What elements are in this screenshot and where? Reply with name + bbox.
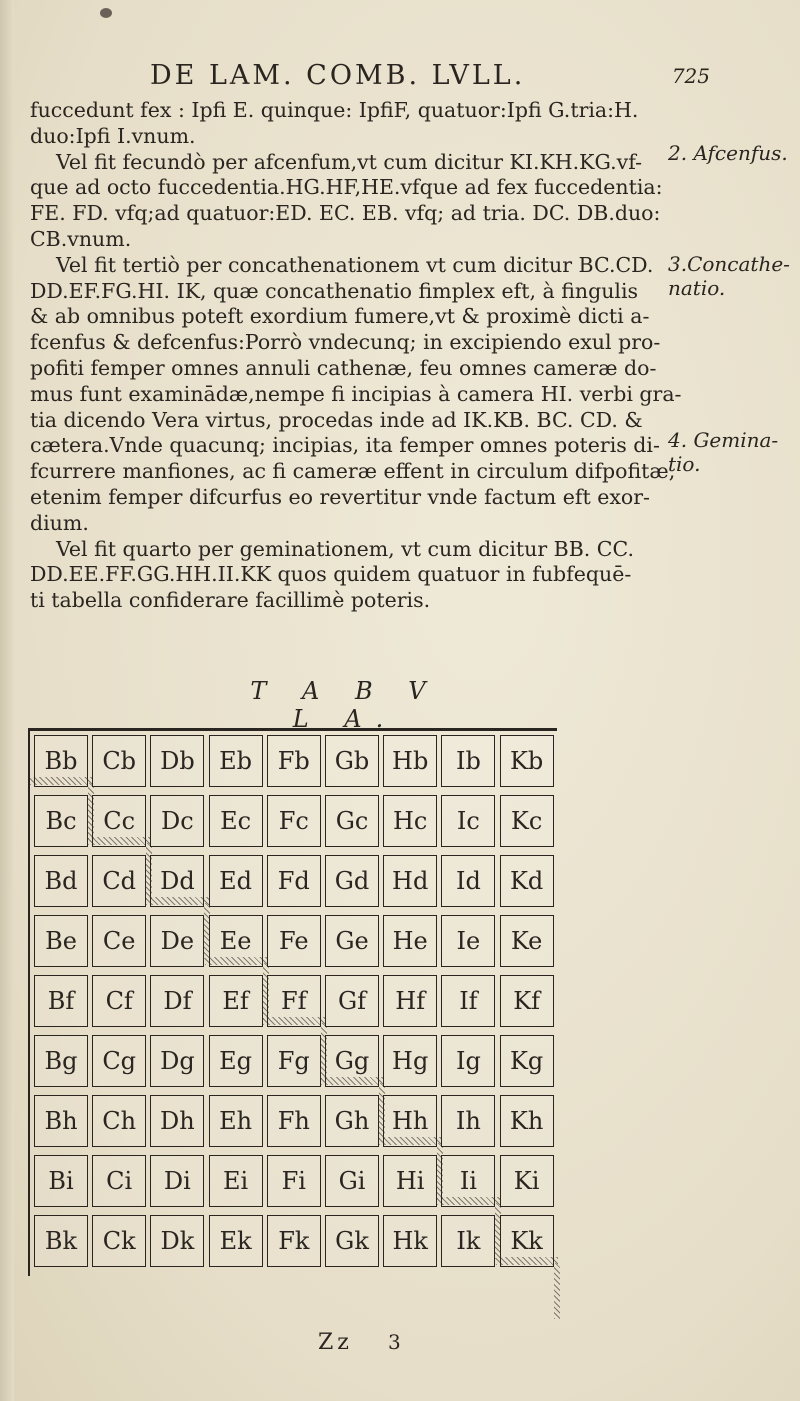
- text-line: & ab omnibus poteft exordium fumere,vt & proximè dicti a-: [30, 304, 650, 329]
- table-cell: Cd: [92, 855, 146, 907]
- table-cell: Kb: [500, 735, 554, 787]
- text-line: DD.EF.FG.HI. IK, quæ concathenatio fimplex eft, à fingulis: [30, 278, 639, 303]
- table-cell: Cg: [92, 1035, 146, 1087]
- table-cell: Db: [150, 735, 204, 787]
- diagonal-hatch: [321, 1077, 383, 1085]
- diagonal-hatch: [30, 777, 92, 785]
- table-cell: Dk: [150, 1215, 204, 1267]
- table-cell: Dh: [150, 1095, 204, 1147]
- table-cell: Hd: [383, 855, 437, 907]
- signature-number: 3: [388, 1330, 401, 1354]
- table-cell: He: [383, 915, 437, 967]
- table-cell: Ec: [209, 795, 263, 847]
- table-cell: Bh: [34, 1095, 88, 1147]
- text-line: CB.vnum.: [30, 226, 132, 251]
- table-cell: Fi: [267, 1155, 321, 1207]
- table-cell: Ke: [500, 915, 554, 967]
- table-cell: Ef: [209, 975, 263, 1027]
- table-cell: Ck: [92, 1215, 146, 1267]
- table-cell: Ik: [441, 1215, 495, 1267]
- text-line: tia dicendo Vera virtus, procedas inde ad IK.KB. BC. CD. &: [30, 407, 643, 432]
- table-cell: Hf: [383, 975, 437, 1027]
- table-cell: Fb: [267, 735, 321, 787]
- table-cell: Cf: [92, 975, 146, 1027]
- table-cell: Eb: [209, 735, 263, 787]
- table-cell: Dg: [150, 1035, 204, 1087]
- running-header: [150, 60, 710, 94]
- table-cell: Ch: [92, 1095, 146, 1147]
- text-line: DD.EE.FF.GG.HH.II.KK quos quidem quatuor in fubfequē-: [30, 562, 632, 587]
- margin-note-concathenatio: 3.Concathe-: [668, 252, 790, 276]
- table-cell: Hk: [383, 1215, 437, 1267]
- table-cell: Hh: [383, 1095, 437, 1147]
- table-cell: Hg: [383, 1035, 437, 1087]
- header-title: DE LAM. COMB. LVLL.: [150, 60, 526, 91]
- text-line: que ad octo fuccedentia.HG.HF,HE.vfque ad fex fuccedentia:: [30, 175, 663, 200]
- table-cell: Gd: [325, 855, 379, 907]
- table-cell: Kh: [500, 1095, 554, 1147]
- margin-note-concathenatio-cont: natio.: [668, 276, 726, 300]
- table-cell: Kc: [500, 795, 554, 847]
- combination-table: [28, 728, 557, 1276]
- table-cell: Ce: [92, 915, 146, 967]
- diagonal-hatch: [205, 957, 267, 965]
- text-line: ti tabella confiderare facillimè poteris.: [30, 588, 431, 613]
- ink-spot: [100, 8, 112, 18]
- table-cell: Df: [150, 975, 204, 1027]
- margin-note-ascensus: 2. Afcenfus.: [668, 141, 788, 165]
- table-cell: Kk: [500, 1215, 554, 1267]
- table-cell: Bd: [34, 855, 88, 907]
- table-cell: Ki: [500, 1155, 554, 1207]
- table-cell: Kf: [500, 975, 554, 1027]
- table-cell: Ie: [441, 915, 495, 967]
- text-line: dium.: [30, 510, 89, 535]
- diagonal-hatch: [554, 1263, 560, 1319]
- text-line: mus funt examinādæ,nempe fi incipias à camera HI. verbi gra-: [30, 381, 682, 406]
- table-cell: Hc: [383, 795, 437, 847]
- table-cell: Gc: [325, 795, 379, 847]
- text-line: fuccedunt fex : Ipfi E. quinque: IpfiF, quatuor:Ipfi G.tria:H.: [30, 98, 639, 122]
- table-cell: De: [150, 915, 204, 967]
- table-cell: Bb: [34, 735, 88, 787]
- table-cell: Gk: [325, 1215, 379, 1267]
- table-cell: Bk: [34, 1215, 88, 1267]
- table-cell: Be: [34, 915, 88, 967]
- table-cell: Fd: [267, 855, 321, 907]
- table-cell: Fe: [267, 915, 321, 967]
- binding-gutter: [0, 0, 14, 1401]
- text-line: fcenfus & defcenfus:Porrò vndecunq; in excipiendo exul pro-: [30, 330, 661, 355]
- body-text: [30, 98, 682, 614]
- table-cell: Ii: [441, 1155, 495, 1207]
- table-cell: Fk: [267, 1215, 321, 1267]
- text-line: Vel fit tertiò per concathenationem vt cum dicitur BC.CD.: [56, 252, 654, 277]
- text-line: etenim femper difcurfus eo revertitur vnde factum eft exor-: [30, 484, 650, 509]
- diagonal-hatch: [379, 1137, 441, 1145]
- table-cell: Gi: [325, 1155, 379, 1207]
- table-cell: Ei: [209, 1155, 263, 1207]
- table-cell: Ee: [209, 915, 263, 967]
- table-cell: Ge: [325, 915, 379, 967]
- table-cell: Dc: [150, 795, 204, 847]
- text-line: Vel fit quarto per geminationem, vt cum dicitur BB. CC.: [56, 536, 634, 561]
- table-cell: Bc: [34, 795, 88, 847]
- table-cell: Hi: [383, 1155, 437, 1207]
- table-cell: Cb: [92, 735, 146, 787]
- table-cell: Ci: [92, 1155, 146, 1207]
- text-line: fcurrere manfiones, ac fi cameræ effent in circulum difpofitæ,: [30, 459, 676, 484]
- table-cell: Dd: [150, 855, 204, 907]
- table-cell: Bi: [34, 1155, 88, 1207]
- signature-mark: Zz: [318, 1330, 353, 1355]
- table-cell: Ib: [441, 735, 495, 787]
- diagonal-hatch: [496, 1257, 558, 1265]
- diagonal-hatch: [437, 1197, 499, 1205]
- table-cell: Kd: [500, 855, 554, 907]
- table-cell: Eh: [209, 1095, 263, 1147]
- margin-note-geminatio: 4. Gemina-: [668, 428, 779, 452]
- diagonal-hatch: [263, 1017, 325, 1025]
- table-cell: Ff: [267, 975, 321, 1027]
- margin-note-geminatio-cont: tio.: [668, 452, 701, 476]
- table-cell: Ig: [441, 1035, 495, 1087]
- table-cell: Gb: [325, 735, 379, 787]
- table-cell: Gf: [325, 975, 379, 1027]
- table-cell: Gg: [325, 1035, 379, 1087]
- table-cell: Di: [150, 1155, 204, 1207]
- text-line: cætera.Vnde quacunq; incipias, ita femper omnes poteris di-: [30, 433, 660, 458]
- table-cell: Ek: [209, 1215, 263, 1267]
- table-cell: Ic: [441, 795, 495, 847]
- table-cell: Cc: [92, 795, 146, 847]
- table-cell: If: [441, 975, 495, 1027]
- text-line: duo:Ipfi I.vnum.: [30, 123, 196, 148]
- table-cell: Eg: [209, 1035, 263, 1087]
- table-cell: Bg: [34, 1035, 88, 1087]
- table-cell: Fg: [267, 1035, 321, 1087]
- table-cell: Fh: [267, 1095, 321, 1147]
- diagonal-hatch: [146, 897, 208, 905]
- table-cell: Bf: [34, 975, 88, 1027]
- text-line: Vel fit fecundò per afcenfum,vt cum dicitur KI.KH.KG.vf-: [56, 149, 643, 174]
- table-cell: Gh: [325, 1095, 379, 1147]
- table-cell: Kg: [500, 1035, 554, 1087]
- table-cell: Ed: [209, 855, 263, 907]
- table-cell: Fc: [267, 795, 321, 847]
- text-line: pofiti femper omnes annuli cathenæ, feu omnes cameræ do-: [30, 355, 657, 380]
- text-line: FE. FD. vfq;ad quatuor:ED. EC. EB. vfq; ad tria. DC. DB.duo:: [30, 201, 661, 226]
- table-cell: Ih: [441, 1095, 495, 1147]
- page-number: 725: [671, 64, 710, 88]
- table-cell: Hb: [383, 735, 437, 787]
- table-title: T A B V L A.: [250, 677, 440, 733]
- table-cell: Id: [441, 855, 495, 907]
- diagonal-hatch: [88, 837, 150, 845]
